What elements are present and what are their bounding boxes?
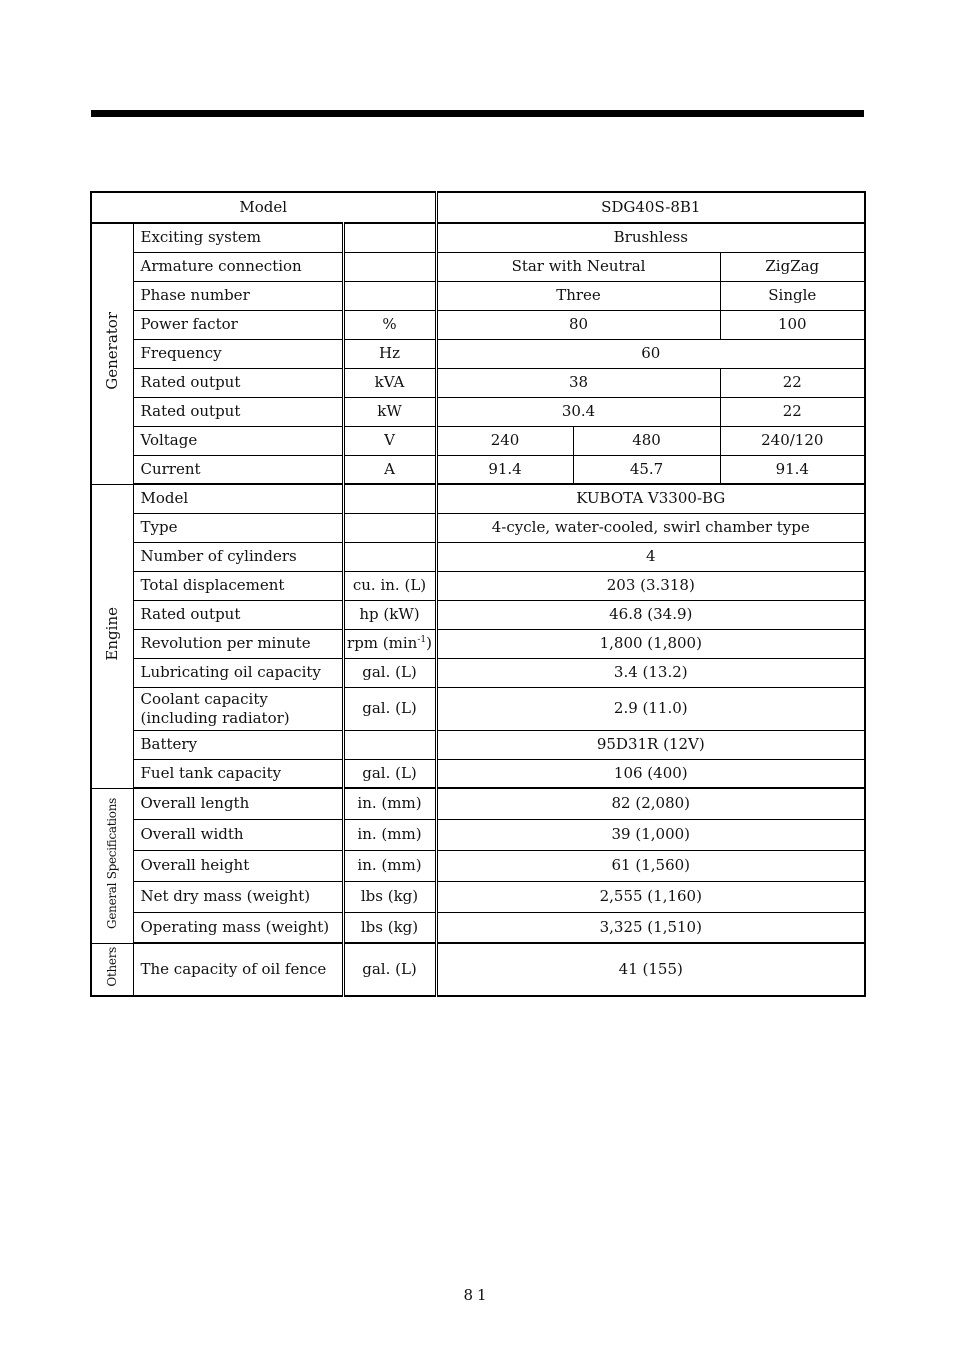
table-row <box>91 513 865 542</box>
row-unit: % <box>343 310 436 339</box>
row-unit: gal. (L) <box>343 687 436 730</box>
row-value: 4-cycle, water-cooled, swirl chamber type <box>436 513 865 542</box>
group-engine <box>91 484 133 788</box>
table-row <box>91 912 865 943</box>
row-unit <box>343 542 436 571</box>
group-label: Engine <box>102 606 121 661</box>
table-row <box>91 629 865 658</box>
row-unit: kVA <box>343 368 436 397</box>
row-value-single-phase: 100 <box>720 310 865 339</box>
row-unit: hp (kW) <box>343 600 436 629</box>
row-value-single-phase: Single <box>720 281 865 310</box>
row-value-three-phase: Star with Neutral <box>436 252 720 281</box>
row-label: Operating mass (weight) <box>133 912 343 943</box>
row-label: Total displacement <box>133 571 343 600</box>
row-value: 95D31R (12V) <box>436 730 865 759</box>
row-label: Lubricating oil capacity <box>133 658 343 687</box>
row-unit <box>343 513 436 542</box>
group-label: Generator <box>102 312 121 391</box>
row-value: 41 (155) <box>436 943 865 996</box>
row-value: 39 (1,000) <box>436 819 865 850</box>
row-label <box>133 687 343 730</box>
header-label: Model <box>91 192 436 223</box>
row-value: 2.9 (11.0) <box>436 687 865 730</box>
table-row <box>91 310 865 339</box>
row-unit: lbs (kg) <box>343 912 436 943</box>
table-row <box>91 881 865 912</box>
table-row <box>91 600 865 629</box>
row-unit: kW <box>343 397 436 426</box>
table-row <box>91 730 865 759</box>
row-unit: Hz <box>343 339 436 368</box>
row-value: 82 (2,080) <box>436 788 865 819</box>
row-label: Rated output <box>133 600 343 629</box>
row-unit: in. (mm) <box>343 788 436 819</box>
row-value: 3.4 (13.2) <box>436 658 865 687</box>
row-label: Rated output <box>133 368 343 397</box>
row-value-3: 240/120 <box>720 426 865 455</box>
row-value-single-phase: 22 <box>720 397 865 426</box>
row-value-2: 480 <box>573 426 720 455</box>
row-label: Type <box>133 513 343 542</box>
row-unit: gal. (L) <box>343 658 436 687</box>
table-row <box>91 455 865 484</box>
row-value: 106 (400) <box>436 759 865 788</box>
row-unit <box>343 223 436 252</box>
row-unit: gal. (L) <box>343 759 436 788</box>
row-label: Number of cylinders <box>133 542 343 571</box>
row-label: Voltage <box>133 426 343 455</box>
group-others <box>91 943 133 996</box>
row-unit <box>343 484 436 513</box>
row-unit <box>343 730 436 759</box>
table-row <box>91 368 865 397</box>
unit-superscript: -1 <box>417 635 427 645</box>
table-row <box>91 943 865 996</box>
row-value-single-phase: 22 <box>720 368 865 397</box>
row-label: Current <box>133 455 343 484</box>
row-unit: A <box>343 455 436 484</box>
row-value-three-phase: 38 <box>436 368 720 397</box>
row-value: 3,325 (1,510) <box>436 912 865 943</box>
row-label: Frequency <box>133 339 343 368</box>
unit-end: ) <box>426 634 432 652</box>
table-row <box>91 542 865 571</box>
row-label-line: (including radiator) <box>140 708 290 727</box>
row-value-1: 91.4 <box>436 455 573 484</box>
table-row <box>91 252 865 281</box>
row-unit: cu. in. (L) <box>343 571 436 600</box>
row-label-line: Coolant capacity <box>140 689 268 708</box>
table-row <box>91 484 865 513</box>
group-label: Others <box>104 946 119 987</box>
table-header-row <box>91 192 865 223</box>
group-label: General Specifications <box>104 797 119 929</box>
table-row <box>91 819 865 850</box>
row-value: 1,800 (1,800) <box>436 629 865 658</box>
row-value: KUBOTA V3300-BG <box>436 484 865 513</box>
row-label: Rated output <box>133 397 343 426</box>
page-number: 81 <box>463 1286 491 1304</box>
row-unit: in. (mm) <box>343 819 436 850</box>
row-label: Overall length <box>133 788 343 819</box>
row-unit <box>343 629 436 658</box>
table-row <box>91 571 865 600</box>
table-row <box>91 687 865 730</box>
row-label: Armature connection <box>133 252 343 281</box>
table-row <box>91 759 865 788</box>
row-value-single-phase: ZigZag <box>720 252 865 281</box>
table-row <box>91 850 865 881</box>
row-value: 46.8 (34.9) <box>436 600 865 629</box>
row-label: Fuel tank capacity <box>133 759 343 788</box>
row-value-1: 240 <box>436 426 573 455</box>
unit-main: rpm (min <box>347 634 418 652</box>
row-value-three-phase: Three <box>436 281 720 310</box>
row-unit: V <box>343 426 436 455</box>
row-label: Exciting system <box>133 223 343 252</box>
row-label: Power factor <box>133 310 343 339</box>
table-row <box>91 281 865 310</box>
row-unit <box>343 281 436 310</box>
row-value-three-phase: 30.4 <box>436 397 720 426</box>
row-value: 4 <box>436 542 865 571</box>
spec-table <box>90 191 866 997</box>
row-label: The capacity of oil fence <box>133 943 343 996</box>
row-label: Revolution per minute <box>133 629 343 658</box>
row-value-2: 45.7 <box>573 455 720 484</box>
row-label: Battery <box>133 730 343 759</box>
table-row <box>91 397 865 426</box>
row-value: 61 (1,560) <box>436 850 865 881</box>
table-row <box>91 223 865 252</box>
top-rule <box>91 110 864 117</box>
row-value-three-phase: 80 <box>436 310 720 339</box>
row-label: Overall width <box>133 819 343 850</box>
group-general <box>91 788 133 943</box>
header-value: SDG40S-8B1 <box>436 192 865 223</box>
row-value: Brushless <box>436 223 865 252</box>
row-label: Phase number <box>133 281 343 310</box>
table-row <box>91 788 865 819</box>
table-row <box>91 658 865 687</box>
row-label: Model <box>133 484 343 513</box>
table-row <box>91 339 865 368</box>
group-generator <box>91 223 133 484</box>
row-unit: lbs (kg) <box>343 881 436 912</box>
row-unit <box>343 252 436 281</box>
row-value-3: 91.4 <box>720 455 865 484</box>
row-value: 2,555 (1,160) <box>436 881 865 912</box>
row-label: Net dry mass (weight) <box>133 881 343 912</box>
row-label: Overall height <box>133 850 343 881</box>
table-row <box>91 426 865 455</box>
row-unit: gal. (L) <box>343 943 436 996</box>
row-unit: in. (mm) <box>343 850 436 881</box>
row-value: 203 (3.318) <box>436 571 865 600</box>
row-value: 60 <box>436 339 865 368</box>
